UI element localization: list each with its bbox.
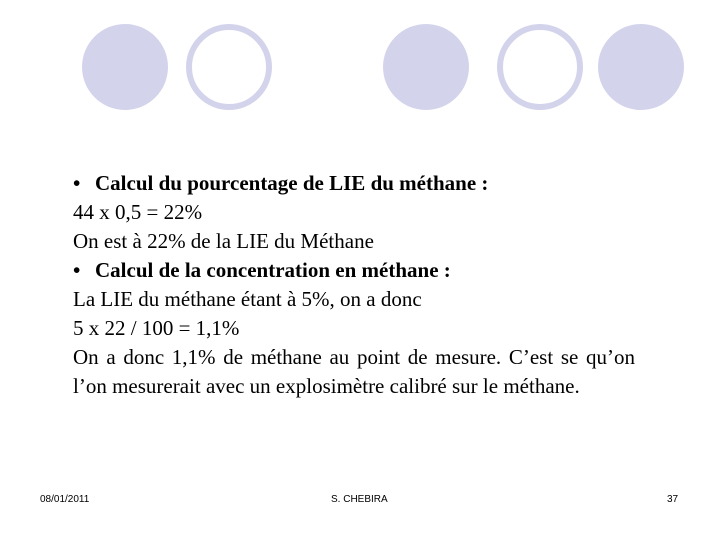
bullet-icon: • <box>73 258 81 282</box>
bullet-text-1: Calcul du pourcentage de LIE du méthane : <box>95 171 489 195</box>
calc-line-3: La LIE du méthane étant à 5%, on a donc <box>73 287 422 311</box>
footer-date: 08/01/2011 <box>40 494 90 505</box>
conclusion-paragraph: On a donc 1,1% de méthane au point de mesure. C’est se qu’on l’on mesurerait avec un explosimètre calibré sur le méthane. <box>73 345 635 398</box>
decor-circle-filled-2 <box>383 24 469 110</box>
footer-page-number: 37 <box>667 494 679 505</box>
slide-content <box>73 169 635 401</box>
bullet-icon: • <box>73 171 81 195</box>
decor-circle-ring-2 <box>497 24 583 110</box>
footer-author: S. CHEBIRA <box>331 494 388 505</box>
calc-line-2: On est à 22% de la LIE du Méthane <box>73 229 374 253</box>
calc-line-4: 5 x 22 / 100 = 1,1% <box>73 316 240 340</box>
bullet-item-2 <box>73 256 635 285</box>
decor-circle-filled-3 <box>598 24 684 110</box>
bullet-text-2: Calcul de la concentration en méthane : <box>95 258 451 282</box>
calc-line-1: 44 x 0,5 = 22% <box>73 200 203 224</box>
decor-circle-ring-1 <box>186 24 272 110</box>
decor-circle-filled-1 <box>82 24 168 110</box>
bullet-item-1 <box>73 169 635 198</box>
